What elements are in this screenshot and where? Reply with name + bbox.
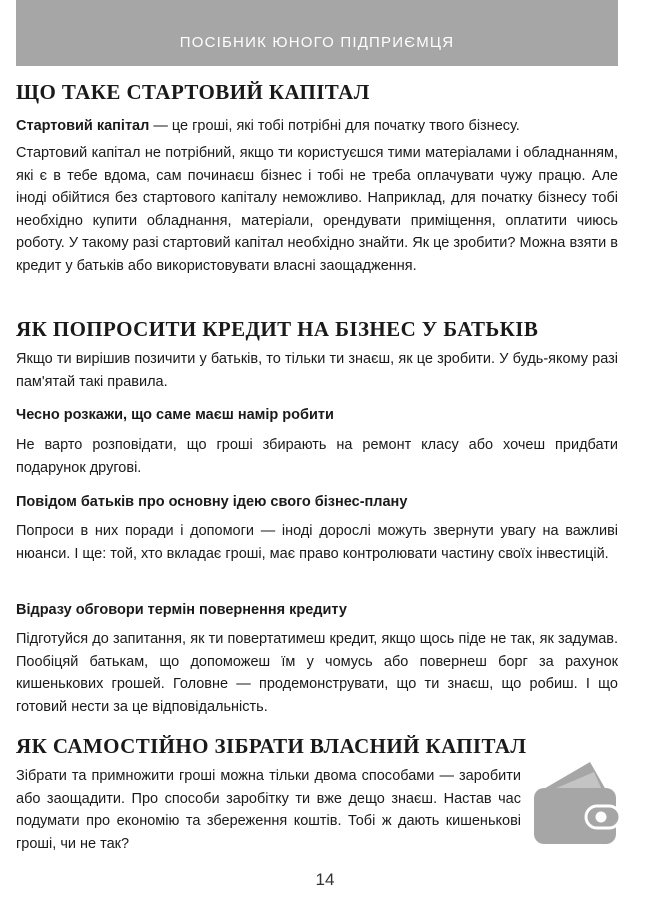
page-number: 14 (315, 870, 335, 889)
rule-3-text: Підготуйся до запитання, як ти повертатимеш кредит, якщо щось піде не так, як задумав. Пообіцяй батькам, що допоможеш їм у чомусь або повернеш борг за рахунок кишенькових грошей. Головне — продемонструвати, що ти знаєш, що робиш. І що готовий нести за це відповідальність. (16, 631, 618, 715)
wallet-icon (528, 756, 622, 850)
rule-3-title: Відразу обговори термін повернення кредиту (16, 602, 347, 618)
heading-startup-capital: ЩО ТАКЕ СТАРТОВИЙ КАПІТАЛ (16, 80, 370, 104)
rule-1-title: Чесно розкажи, що саме маєш намір робити (16, 407, 334, 423)
definition-term: Стартовий капітал (16, 118, 150, 134)
wallet-button (596, 812, 607, 823)
header-title: ПОСІБНИК ЮНОГО ПІДПРИЄМЦЯ (179, 34, 455, 51)
rule-2-text: Попроси в них поради і допомоги — іноді дорослі можуть звернути увагу на важливі нюанси. І ще: той, хто вкладає гроші, має право контролювати частину своїх інвестицій. (16, 523, 618, 562)
rule-1-text: Не варто розповідати, що гроші збирають на ремонт класу або хочеш придбати подарунок другові. (16, 437, 618, 476)
heading-own-capital: ЯК САМОСТІЙНО ЗІБРАТИ ВЛАСНИЙ КАПІТАЛ (16, 734, 527, 758)
header-bar (16, 0, 618, 66)
heading-credit-from-parents: ЯК ПОПРОСИТИ КРЕДИТ НА БІЗНЕС У БАТЬКІВ (16, 317, 539, 341)
startup-capital-paragraph: Стартовий капітал не потрібний, якщо ти користуєшся тими матеріалами і обладнанням, які є в тебе вдома, сам починаєш бізнес і тобі не треба оплачувати чужу працю. Але іноді обійтися без стартового капіталу неможливо. Наприклад, для початку бізнесу тобі необхідно купити обладнання, матеріали, орендувати приміщення, оплатити чиюсь роботу. У такому разі стартовий капітал необхідно знайти. Як це зробити? Можна взяти в кредит у батьків або використовувати власні заощадження. (16, 145, 618, 274)
rule-2-title: Повідом батьків про основну ідею свого бізнес-плану (16, 494, 408, 510)
definition-rest: — це гроші, які тобі потрібні для початку твого бізнесу. (149, 118, 520, 134)
own-capital-paragraph: Зібрати та примножити гроші можна тільки двома способами — заробити або заощадити. Про способи заробітку ти вже дещо знаєш. Настав час подумати про економію та збереження коштів. Тобі ж дають кишенькові гроші, чи не так? (16, 768, 521, 852)
credit-intro-paragraph: Якщо ти вирішив позичити у батьків, то тільки ти знаєш, як це зробити. У будь-якому разі пам'ятай такі правила. (16, 351, 618, 390)
definition-paragraph (16, 115, 618, 138)
